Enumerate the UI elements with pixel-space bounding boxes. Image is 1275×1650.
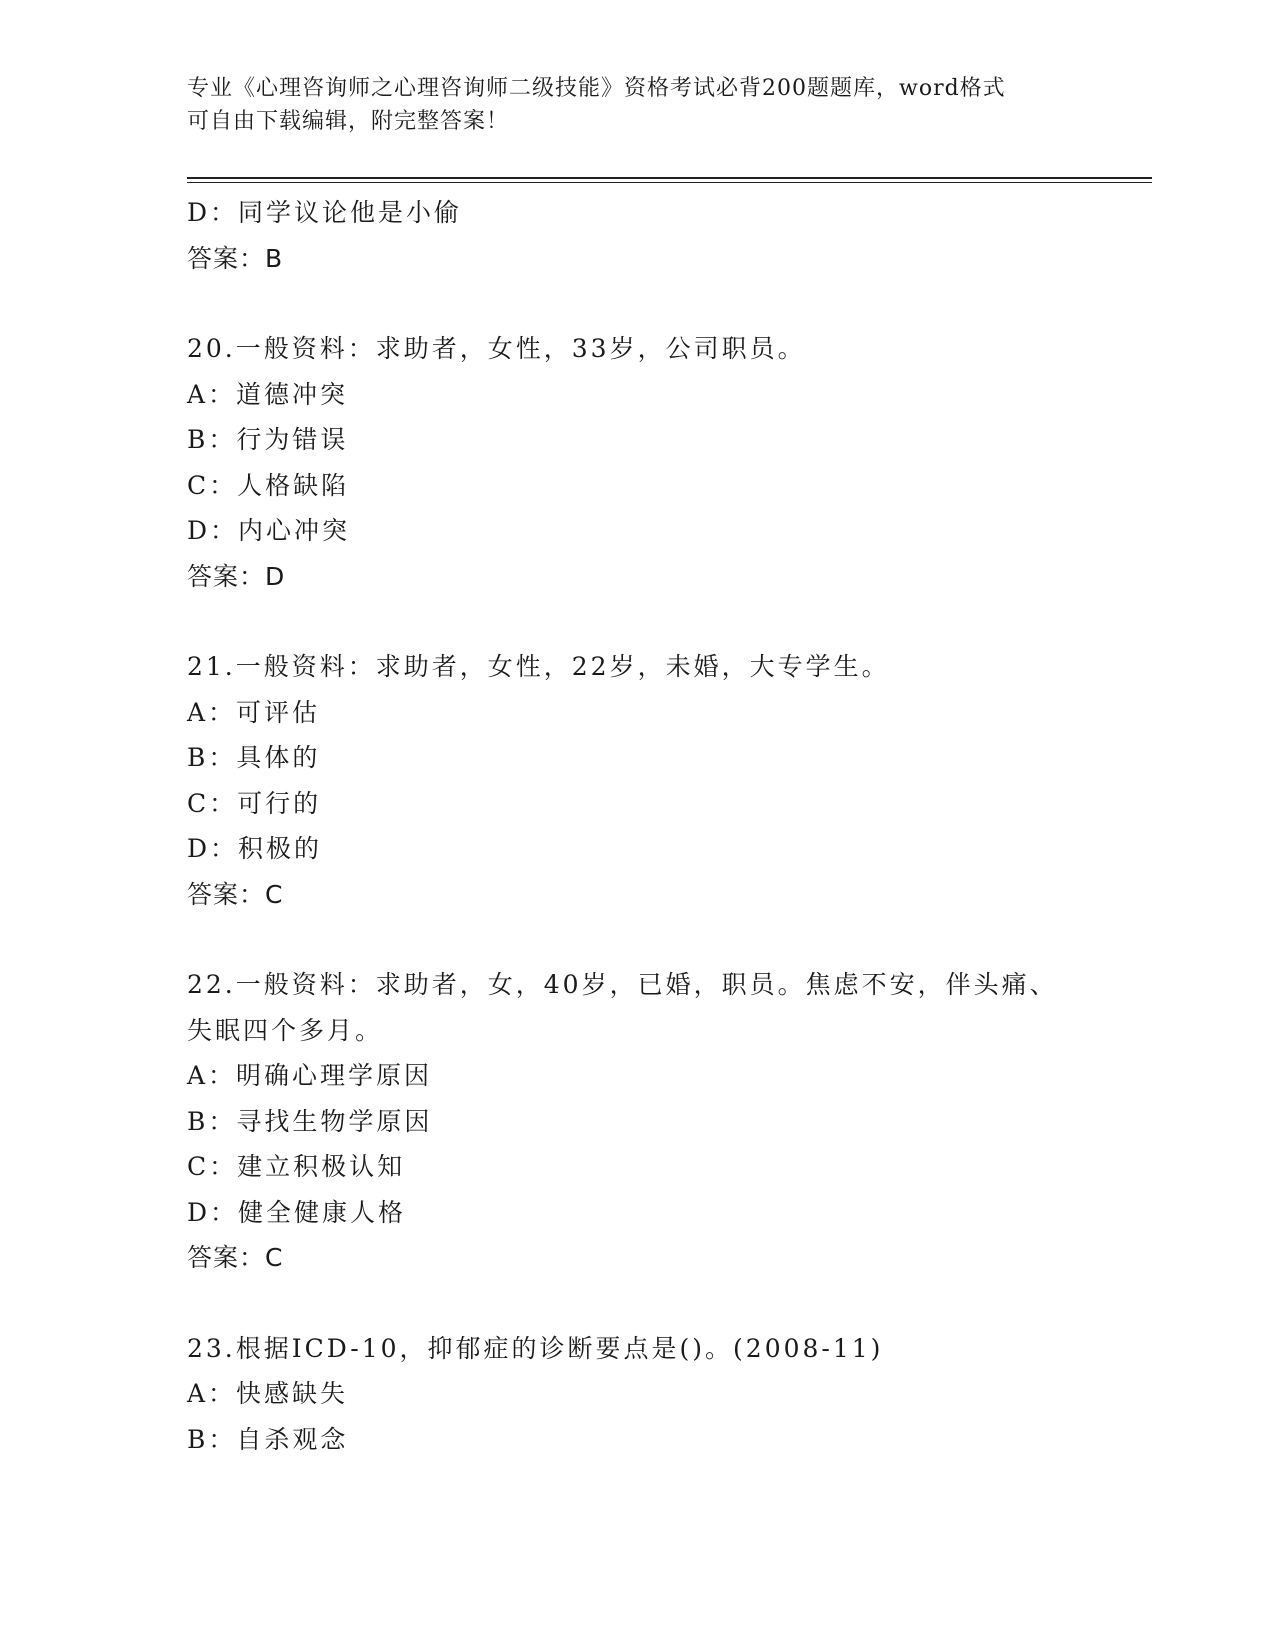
header-line-2: 可自由下载编辑，附完整答案！ <box>187 109 510 134</box>
option-a: A：快感缺失 <box>187 1379 349 1408</box>
option-a: A：可评估 <box>187 697 321 727</box>
option-b: B：具体的 <box>187 743 321 772</box>
header-divider-thin <box>187 182 1152 183</box>
question-22 <box>187 962 1087 1281</box>
question-text: 23.根据ICD-10，抑郁症的诊断要点是()。(2008-11) <box>187 1333 884 1363</box>
question-text-line-1: 22.一般资料：求助者，女，40岁，已婚，职员。焦虑不安，伴头痛、 <box>187 970 1058 999</box>
option-d: D：内心冲突 <box>187 516 351 545</box>
question-text: 20.一般资料：求助者，女性，33岁，公司职员。 <box>187 334 806 363</box>
question-21 <box>187 644 1087 917</box>
question-text-line-2: 失眠四个多月。 <box>187 1015 384 1045</box>
question-20 <box>187 326 1087 599</box>
option-d: D：积极的 <box>187 834 323 863</box>
question-list <box>187 190 1087 1462</box>
option-d: D：同学议论他是小偷 <box>187 198 463 227</box>
answer-line: 答案：C <box>187 1243 284 1272</box>
document-header <box>187 72 1067 138</box>
answer-line: 答案：B <box>187 243 284 273</box>
option-c: C：人格缺陷 <box>187 470 350 500</box>
header-line-1: 专业《心理咨询师之心理咨询师二级技能》资格考试必背200题题库，word格式 <box>187 76 1006 101</box>
answer-line: 答案：C <box>187 879 284 909</box>
header-divider-thick <box>187 177 1152 179</box>
option-a: A：明确心理学原因 <box>187 1061 433 1090</box>
option-c: C：可行的 <box>187 788 322 818</box>
option-b: B：自杀观念 <box>187 1424 349 1454</box>
question-text: 21.一般资料：求助者，女性，22岁，未婚，大专学生。 <box>187 652 890 681</box>
answer-line: 答案：D <box>187 561 286 591</box>
option-b: B：寻找生物学原因 <box>187 1106 433 1136</box>
option-d: D：健全健康人格 <box>187 1197 407 1227</box>
option-c: C：建立积极认知 <box>187 1152 406 1181</box>
option-a: A：道德冲突 <box>187 379 349 409</box>
option-b: B：行为错误 <box>187 425 349 454</box>
question-23 <box>187 1326 1087 1463</box>
